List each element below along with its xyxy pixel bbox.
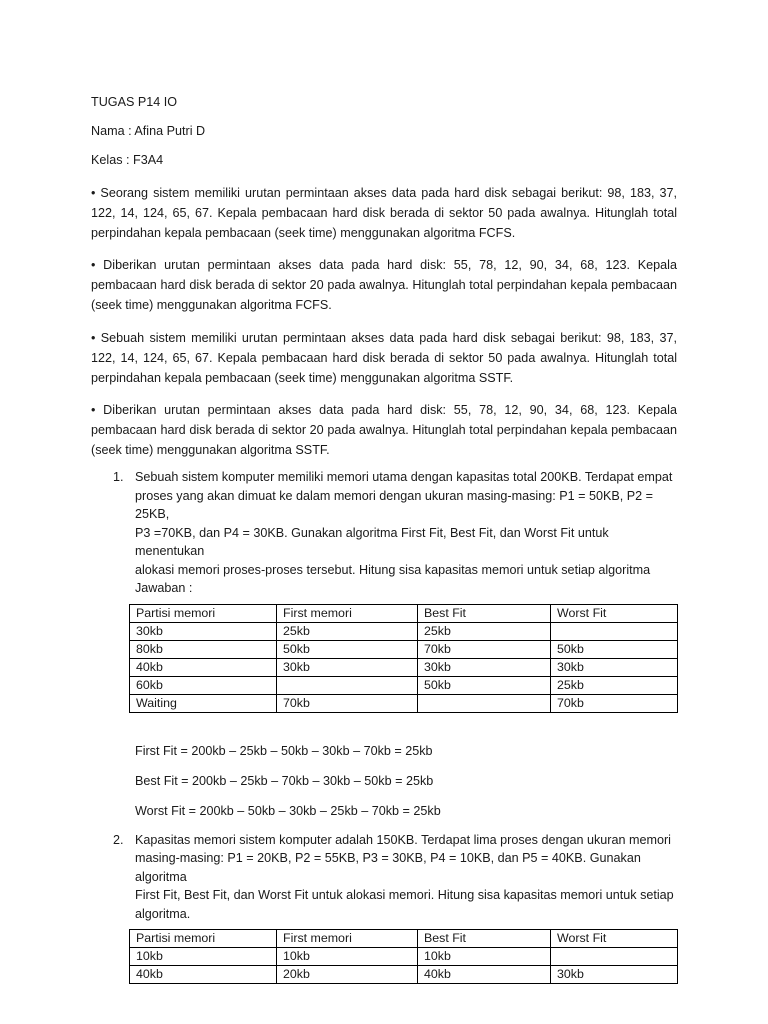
bullet-question-3: • Sebuah sistem memiliki urutan permintaan akses data pada hard disk sebagai berikut: 98, 183, 37, 122, 14, 124, 65, 67. Kepala pembacaan hard disk berada di sektor 50 pada awalnya. Hitunglah total perpindahan kepala pembacaan (seek time) menggunakan algoritma SSTF.: [91, 330, 677, 385]
table-cell: Waiting: [130, 694, 277, 712]
document-title: TUGAS P14 IO: [91, 95, 178, 109]
question-1-line: proses yang akan dimuat ke dalam memori dengan ukuran masing-masing: P1 = 50KB, P2 = 25KB,: [135, 488, 654, 522]
table-header-cell: Best Fit: [418, 930, 551, 948]
table-cell: 60kb: [130, 676, 277, 694]
table-cell: 20kb: [277, 966, 418, 984]
question-2-number: 2.: [113, 832, 124, 847]
student-class: Kelas : F3A4: [91, 153, 164, 167]
question-2: [91, 831, 677, 924]
question-1-line: alokasi memori proses-proses tersebut. Hitung sisa kapasitas memori untuk setiap algoritma: [135, 562, 651, 577]
table-header-row: [130, 930, 678, 948]
table-cell: 25kb: [418, 622, 551, 640]
question-1-number: 1.: [113, 470, 124, 485]
table-header-row: [130, 604, 678, 622]
bullet-question-1: • Seorang sistem memiliki urutan permintaan akses data pada hard disk sebagai berikut: 98, 183, 37, 122, 14, 124, 65, 67. Kepala pembacaan hard disk berada di sektor 50 pada awalnya. Hitunglah total perpindahan kepala pembacaan (seek time) menggunakan algoritma FCFS.: [91, 185, 677, 240]
table-cell: 25kb: [277, 622, 418, 640]
table-row: [130, 948, 678, 966]
allocation-table-1: [129, 604, 678, 713]
question-2-line: Kapasitas memori sistem komputer adalah 150KB. Terdapat lima proses dengan ukuran memori: [135, 832, 671, 847]
table-cell: 25kb: [551, 676, 678, 694]
allocation-table-2: [129, 929, 678, 984]
table-cell: 30kb: [277, 658, 418, 676]
table-row: [130, 622, 678, 640]
question-2-line: masing-masing: P1 = 20KB, P2 = 55KB, P3 = 30KB, P4 = 10KB, dan P5 = 40KB. Gunakan algoritma: [135, 851, 641, 884]
bullet-question-2: • Diberikan urutan permintaan akses data pada hard disk: 55, 78, 12, 90, 34, 68, 123. Kepala pembacaan hard disk berada di sektor 20 pada awalnya. Hitunglah total perpindahan kepala pembacaan (seek time) menggunakan algoritma FCFS.: [91, 258, 677, 313]
table-cell: [551, 948, 678, 966]
question-2-line: algoritma.: [135, 906, 191, 921]
question-1: [91, 468, 677, 598]
table-row: [130, 966, 678, 984]
table-header-cell: First memori: [277, 604, 418, 622]
table-header-cell: Worst Fit: [551, 930, 678, 948]
table-cell: 50kb: [277, 640, 418, 658]
table-cell: 40kb: [418, 966, 551, 984]
table-cell: 40kb: [130, 658, 277, 676]
answer-label: Jawaban :: [135, 581, 193, 596]
table-cell: 70kb: [418, 640, 551, 658]
best-fit-result: Best Fit = 200kb – 25kb – 70kb – 30kb – 50kb = 25kb: [135, 773, 434, 788]
table-row: [130, 676, 678, 694]
question-2-line: First Fit, Best Fit, dan Worst Fit untuk alokasi memori. Hitung sisa kapasitas memori untuk setiap: [135, 888, 674, 903]
table-cell: 30kb: [418, 658, 551, 676]
table-cell: [418, 694, 551, 712]
table-header-cell: Partisi memori: [130, 930, 277, 948]
question-1-line: P3 =70KB, dan P4 = 30KB. Gunakan algoritma First Fit, Best Fit, dan Worst Fit untuk menentukan: [135, 525, 609, 559]
table-cell: 10kb: [277, 948, 418, 966]
worst-fit-result: Worst Fit = 200kb – 50kb – 30kb – 25kb – 70kb = 25kb: [135, 803, 441, 818]
question-1-line: Sebuah sistem komputer memiliki memori utama dengan kapasitas total 200KB. Terdapat empat: [135, 470, 673, 485]
table-header-cell: First memori: [277, 930, 418, 948]
table-cell: 50kb: [418, 676, 551, 694]
table-header-cell: Worst Fit: [551, 604, 678, 622]
document-page: [91, 92, 677, 984]
table-cell: 10kb: [418, 948, 551, 966]
table-cell: 70kb: [277, 694, 418, 712]
table-cell: 30kb: [551, 658, 678, 676]
table-cell: 70kb: [551, 694, 678, 712]
bullet-question-4: • Diberikan urutan permintaan akses data pada hard disk: 55, 78, 12, 90, 34, 68, 123. Kepala pembacaan hard disk berada di sektor 20 pada awalnya. Hitunglah total perpindahan kepala pembacaan (seek time) menggunakan algoritma SSTF.: [91, 403, 677, 458]
table-row: [130, 694, 678, 712]
table-cell: 10kb: [130, 948, 277, 966]
table-cell: 40kb: [130, 966, 277, 984]
table-cell: [551, 622, 678, 640]
table-cell: 50kb: [551, 640, 678, 658]
table-header-cell: Partisi memori: [130, 604, 277, 622]
table-cell: 30kb: [551, 966, 678, 984]
table-row: [130, 640, 678, 658]
table-cell: [277, 676, 418, 694]
table-row: [130, 658, 678, 676]
table-header-cell: Best Fit: [418, 604, 551, 622]
table-cell: 30kb: [130, 622, 277, 640]
first-fit-result: First Fit = 200kb – 25kb – 50kb – 30kb – 70kb = 25kb: [135, 743, 433, 758]
fit-results: [135, 741, 677, 821]
student-name: Nama : Afina Putri D: [91, 124, 206, 138]
table-cell: 80kb: [130, 640, 277, 658]
